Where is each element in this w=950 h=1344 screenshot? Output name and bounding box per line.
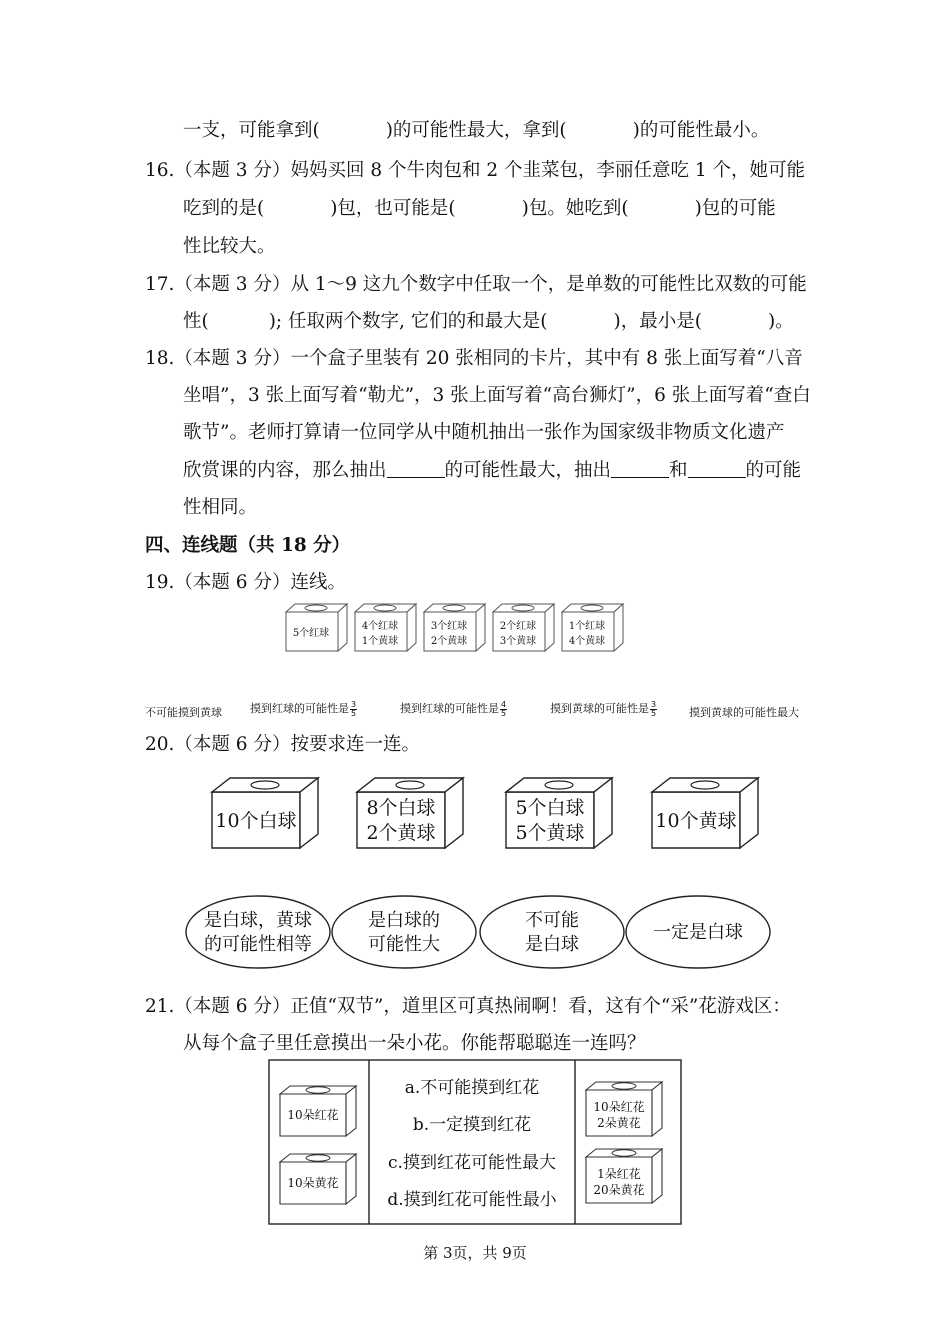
q19-box-5 bbox=[562, 604, 623, 651]
svg-text:10朵红花: 10朵红花 bbox=[287, 1108, 339, 1122]
svg-text:1个红球: 1个红球 bbox=[568, 621, 606, 632]
svg-text:2个黄球: 2个黄球 bbox=[430, 636, 468, 647]
q21-option-c: c.摸到红花可能性最大 bbox=[388, 1153, 556, 1173]
q16-line1: 16.（本题 3 分）妈妈买回 8 个牛肉包和 2 个韭菜包，李丽任意吃 1 个，她可能 bbox=[145, 160, 806, 181]
q21-right-box-2 bbox=[586, 1149, 662, 1203]
q20-box-3 bbox=[506, 778, 612, 848]
q17-line1: 17.（本题 3 分）从 1～9 这九个数字中任取一个，是单数的可能性比双数的可能 bbox=[145, 274, 807, 295]
q19-box-4 bbox=[493, 604, 554, 651]
q19-boxes bbox=[280, 600, 630, 658]
page-number: 第 3页，共 9页 bbox=[423, 1244, 527, 1262]
answer-blank[interactable] bbox=[387, 459, 445, 478]
q20-oval-2 bbox=[332, 896, 476, 968]
svg-text:3个红球: 3个红球 bbox=[430, 621, 468, 632]
svg-text:可能性大: 可能性大 bbox=[368, 934, 440, 955]
q18-line4: 欣赏课的内容，那么抽出 的可能性最大，抽出 和 的可能 bbox=[183, 460, 802, 481]
svg-text:4个黄球: 4个黄球 bbox=[568, 636, 606, 647]
svg-text:1个黄球: 1个黄球 bbox=[361, 636, 399, 647]
q20-box-4 bbox=[652, 778, 758, 848]
q21-right-box-1 bbox=[586, 1082, 662, 1136]
q18-line2: 坐唱”，3 张上面写着“勒尤”，3 张上面写着“高台狮灯”，6 张上面写着“查白 bbox=[183, 385, 811, 406]
q20-box-1 bbox=[212, 778, 318, 848]
q17-line2: 性( ); 任取两个数字, 它们的和最大是( )，最小是( )。 bbox=[183, 311, 794, 332]
q16-line3: 性比较大。 bbox=[183, 236, 276, 257]
fraction: $\frac{3}{5}$ bbox=[651, 699, 657, 718]
q20-boxes bbox=[200, 770, 780, 860]
q21-line2: 从每个盒子里任意摸出一朵小花。你能帮聪聪连一连吗？ bbox=[183, 1033, 646, 1054]
q21-left-box-2 bbox=[280, 1154, 356, 1204]
section-title: 四、连线题（共 18 分） bbox=[145, 535, 351, 556]
svg-text:是白球，黄球: 是白球，黄球 bbox=[204, 910, 312, 931]
q21-table bbox=[268, 1059, 684, 1227]
q21-option-d: d.摸到红花可能性最小 bbox=[387, 1190, 557, 1210]
svg-text:2个黄球: 2个黄球 bbox=[366, 822, 436, 844]
svg-text:20朵黄花: 20朵黄花 bbox=[593, 1183, 645, 1197]
svg-text:2个红球: 2个红球 bbox=[499, 621, 537, 632]
q16-line2: 吃到的是( )包，也可能是( )包。她吃到( )包的可能 bbox=[183, 198, 776, 219]
svg-text:5个白球: 5个白球 bbox=[515, 797, 585, 819]
svg-text:10个黄球: 10个黄球 bbox=[655, 810, 737, 832]
q20-oval-4 bbox=[626, 896, 770, 968]
q19-box-3 bbox=[424, 604, 485, 651]
q19-caption-3: 摸到红球的可能性是 $\frac{4}{5}$ bbox=[400, 699, 507, 718]
q18-line5: 性相同。 bbox=[183, 497, 258, 518]
q21-option-b: b.一定摸到红花 bbox=[412, 1115, 532, 1135]
q20-box-2 bbox=[357, 778, 463, 848]
q20-label: 20.（本题 6 分）按要求连一连。 bbox=[145, 734, 420, 755]
fraction: $\frac{4}{5}$ bbox=[501, 699, 507, 718]
q20-oval-1 bbox=[186, 896, 330, 968]
q18-line3: 歌节”。老师打算请一位同学从中随机抽出一张作为国家级非物质文化遗产 bbox=[183, 422, 785, 443]
q18-line1: 18.（本题 3 分）一个盒子里装有 20 张相同的卡片，其中有 8 张上面写着“八音 bbox=[145, 348, 803, 369]
q19-caption-2: 摸到红球的可能性是 $\frac{3}{5}$ bbox=[250, 699, 357, 718]
q15-continuation: 一支，可能拿到( )的可能性最大，拿到( )的可能性最小。 bbox=[183, 120, 770, 141]
svg-text:2朵黄花: 2朵黄花 bbox=[597, 1116, 641, 1130]
q20-ovals bbox=[180, 892, 780, 972]
q21-option-a: a.不可能摸到红花 bbox=[404, 1078, 540, 1098]
svg-text:是白球: 是白球 bbox=[525, 934, 579, 955]
svg-text:一定是白球: 一定是白球 bbox=[653, 922, 743, 943]
svg-text:10个白球: 10个白球 bbox=[215, 810, 297, 832]
q19-caption-5: 摸到黄球的可能性最大 bbox=[689, 706, 799, 719]
q20-oval-3 bbox=[480, 896, 624, 968]
q21-line1: 21.（本题 6 分）正值“双节”，道里区可真热闹啊！看，这有个“采”花游戏区： bbox=[145, 996, 791, 1017]
svg-text:10朵红花: 10朵红花 bbox=[593, 1100, 645, 1114]
svg-text:8个白球: 8个白球 bbox=[366, 797, 436, 819]
q19-box-1 bbox=[286, 604, 347, 651]
svg-text:1朵红花: 1朵红花 bbox=[597, 1167, 641, 1181]
fraction: $\frac{3}{5}$ bbox=[351, 699, 357, 718]
svg-text:3个黄球: 3个黄球 bbox=[499, 636, 537, 647]
svg-text:5个黄球: 5个黄球 bbox=[515, 822, 585, 844]
svg-text:5个红球: 5个红球 bbox=[292, 628, 330, 639]
q19-label: 19.（本题 6 分）连线。 bbox=[145, 572, 346, 593]
svg-text:是白球的: 是白球的 bbox=[368, 910, 440, 931]
answer-blank[interactable] bbox=[688, 459, 746, 478]
svg-text:4个红球: 4个红球 bbox=[361, 621, 399, 632]
svg-text:不可能: 不可能 bbox=[525, 910, 579, 931]
q19-box-2 bbox=[355, 604, 416, 651]
q21-left-box-1 bbox=[280, 1086, 356, 1136]
q19-caption-4: 摸到黄球的可能性是 $\frac{3}{5}$ bbox=[550, 699, 657, 718]
svg-text:的可能性相等: 的可能性相等 bbox=[204, 934, 312, 955]
q19-caption-1: 不可能摸到黄球 bbox=[145, 706, 222, 719]
answer-blank[interactable] bbox=[611, 459, 669, 478]
svg-text:10朵黄花: 10朵黄花 bbox=[287, 1176, 339, 1190]
